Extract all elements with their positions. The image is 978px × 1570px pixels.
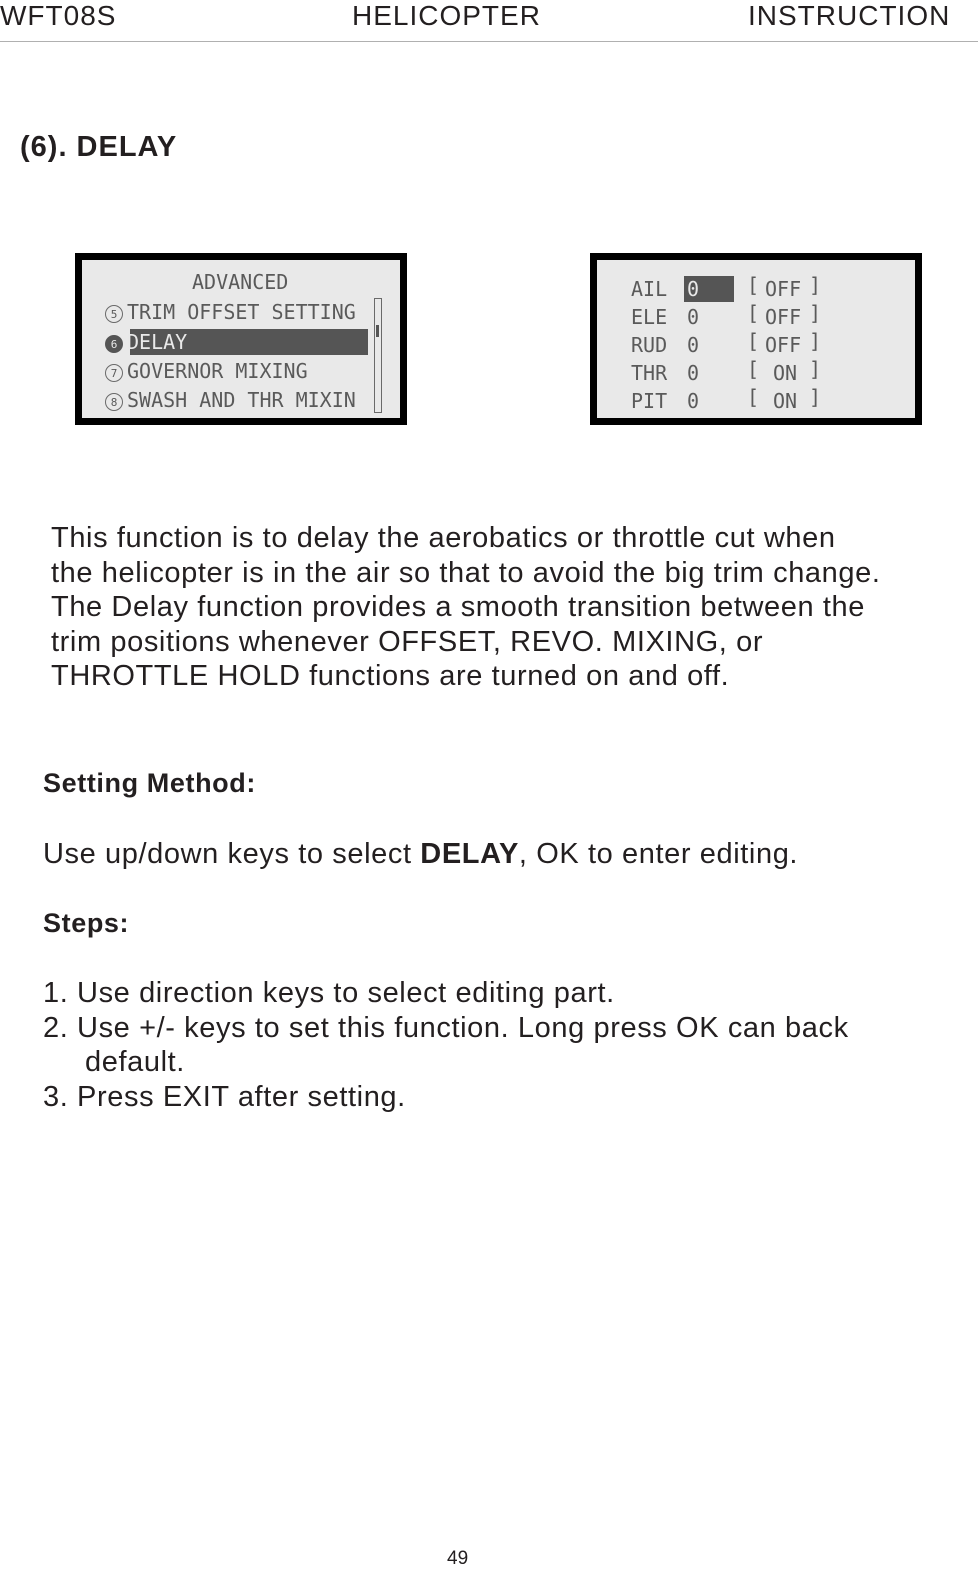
bracket-close: ] [809, 301, 822, 325]
delay-row-channel: ELE [631, 305, 668, 329]
delay-row-channel: THR [631, 361, 668, 385]
menu-item-label: SWASH AND THR MIXIN [127, 388, 356, 412]
delay-row-value: 0 [687, 333, 700, 357]
description-line: This function is to delay the aerobatics or throttle cut when [51, 522, 836, 554]
menu-item-number: 6 [105, 335, 123, 353]
description-line: The Delay function provides a smooth transition between the [51, 591, 866, 623]
bracket-open: [ [747, 301, 760, 325]
delay-row-channel: RUD [631, 333, 668, 357]
delay-row-channel: PIT [631, 389, 668, 413]
bracket-open: [ [747, 357, 760, 381]
menu-item-label: TRIM OFFSET SETTING [127, 300, 356, 324]
menu-item-number: 7 [105, 364, 123, 382]
delay-row-state: ON [773, 389, 798, 413]
delay-row-value: 0 [687, 305, 700, 329]
step-item-continuation: default. [85, 1046, 185, 1078]
menu-title: ADVANCED [192, 270, 289, 294]
step-item: 1. Use direction keys to select editing part. [43, 977, 615, 1009]
menu-item [105, 359, 308, 383]
bracket-open: [ [747, 273, 760, 297]
description-paragraph [51, 521, 881, 694]
menu-item [105, 300, 356, 324]
lcd-screen-delay [590, 253, 922, 425]
bracket-close: ] [809, 357, 822, 381]
delay-row-state: OFF [765, 305, 802, 329]
delay-row-channel: AIL [631, 277, 668, 301]
menu-scrollbar-thumb [376, 325, 379, 337]
delay-row-state: OFF [765, 277, 802, 301]
delay-row-value: 0 [687, 361, 700, 385]
bracket-close: ] [809, 329, 822, 353]
header-model: WFT08S [0, 0, 117, 31]
description-line: trim positions whenever OFFSET, REVO. MIXING, or [51, 625, 764, 658]
header-doc-type: INSTRUCTION [748, 0, 951, 31]
menu-item [105, 388, 356, 412]
delay-row-state: OFF [765, 333, 802, 357]
bracket-close: ] [809, 385, 822, 409]
step-item: 2. Use +/- keys to set this function. Long press OK can back [43, 1011, 849, 1044]
bracket-close: ] [809, 273, 822, 297]
delay-row-value: 0 [687, 389, 700, 413]
menu-item-label: GOVERNOR MIXING [127, 359, 308, 383]
setting-method-keyword: DELAY [420, 838, 519, 870]
menu-item-number: 5 [105, 305, 123, 323]
setting-method-text-after: , OK to enter editing. [518, 838, 799, 870]
description-line: THROTTLE HOLD functions are turned on and off. [51, 660, 730, 692]
delay-row-state: ON [773, 361, 798, 385]
setting-method-text-before: Use up/down keys to select [43, 838, 421, 870]
setting-method-text [43, 837, 798, 872]
lcd-screen-menu [75, 253, 407, 425]
bracket-open: [ [747, 385, 760, 409]
page-number: 49 [447, 1548, 469, 1569]
menu-item-number: 8 [105, 393, 123, 411]
delay-row-value: 0 [687, 277, 700, 301]
menu-scrollbar [374, 298, 382, 413]
header-rule [0, 41, 978, 42]
menu-item-selected [105, 330, 187, 354]
bracket-open: [ [747, 329, 760, 353]
steps-heading: Steps: [43, 908, 130, 938]
section-title: (6). DELAY [20, 131, 178, 163]
steps-list [43, 976, 849, 1114]
menu-item-label: DELAY [127, 330, 188, 354]
step-item: 3. Press EXIT after setting. [43, 1080, 406, 1113]
setting-method-heading: Setting Method: [43, 768, 256, 798]
header-category: HELICOPTER [352, 0, 541, 31]
description-line: the helicopter is in the air so that to avoid the big trim change. [51, 556, 881, 589]
